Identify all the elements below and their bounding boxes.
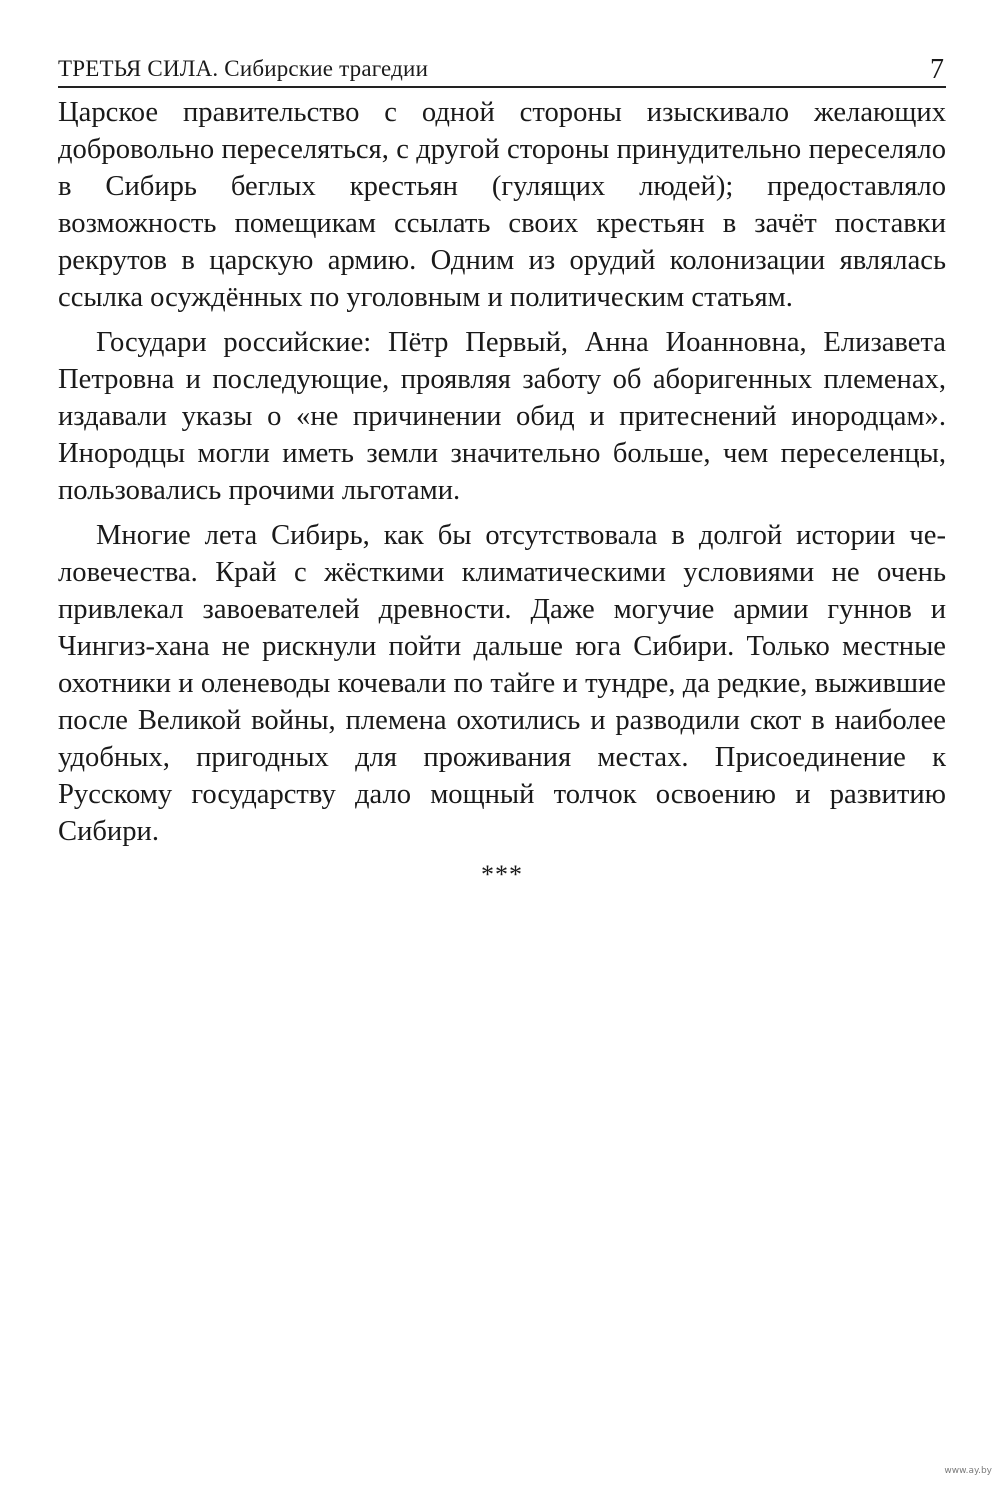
- book-page: [58, 52, 946, 890]
- running-header: [58, 52, 946, 88]
- page-number: 7: [930, 54, 944, 85]
- running-header-title: ТРЕТЬЯ СИЛА. Сибирские трагедии: [58, 56, 429, 81]
- paragraph-2: Государи российские: Пётр Первый, Анна Иоанновна, Елизавета Петровна и последующие, проявляя заботу об аборигенных племенах, издавали указы о «не причинении обид и притеснений инородцам». Инородцы могли иметь земли значительно больше, чем переселенцы, пользовались прочими льготами.: [58, 327, 946, 506]
- section-separator: ***: [481, 860, 523, 889]
- body-text: [58, 94, 946, 850]
- paragraph-1: Царское правительство с одной стороны изыскивало желающих добровольно переселяться, с другой стороны принудительно переселяло в Сибирь беглых крестьян (гулящих людей); предоставляло возможность помещикам ссылать своих крестьян в зачёт поставки рекрутов в царскую армию. Одним из орудий колонизации являлась ссылка осуждённых по уголовным и политическим статьям.: [58, 97, 946, 313]
- watermark: www.ay.by: [944, 1466, 992, 1476]
- paragraph-3: Многие лета Сибирь, как бы отсутствовала в долгой истории человечества. Край с жёсткими климатическими условиями не очень привлекал завоевателей древности. Даже могучие армии гуннов и Чингиз-хана не рискнули пойти дальше юга Сибири. Только местные охотники и оленеводы кочевали по тайге и тундре, да редкие, выжившие после Великой войны, племена охотились и разводили скот в наиболее удобных, пригодных для проживания местах. Присоединение к Русскому государству дало мощный толчок освоению и развитию Сибири.: [58, 520, 946, 847]
